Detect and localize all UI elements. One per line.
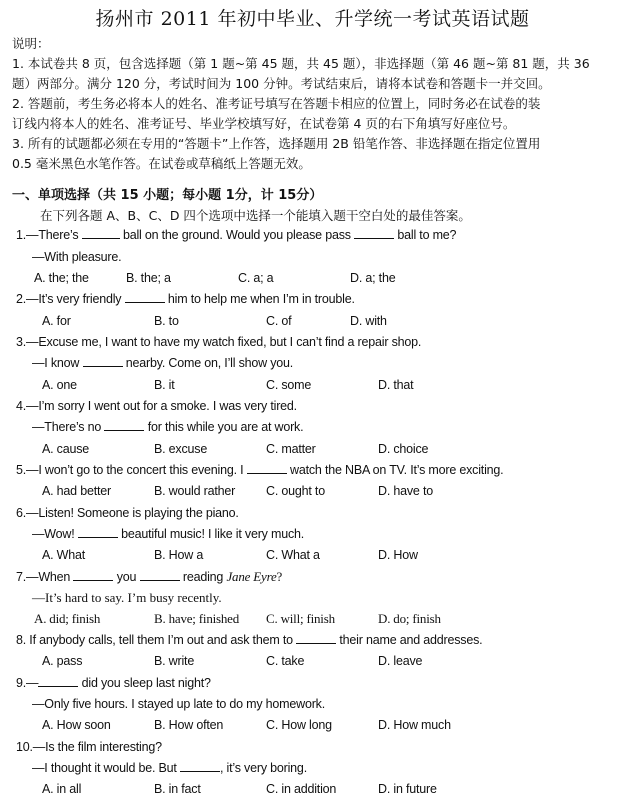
note-2-line-2: 订线内将本人的姓名、准考证号、毕业学校填写好，在试卷第 4 页的右下角填写好座位号。 (12, 116, 516, 131)
option-b: B. How often (154, 718, 224, 732)
option-a: A. What (42, 548, 86, 562)
section-heading: 一、单项选择（共 15 小题；每小题 1分，计 15分） (12, 188, 323, 203)
question-4: 4.—I’m sorry I went out for a smoke. I was very tired. (16, 399, 297, 413)
note-3-line-2: 0.5 毫米黑色水笔作答。在试卷或草稿纸上答题无效。 (12, 156, 311, 171)
answer-blank (247, 463, 287, 474)
question-4-reply: —There’s no for this while you are at work. (32, 420, 304, 434)
option-d: D. do; finish (378, 611, 441, 626)
book-title: Jane Eyre (226, 569, 277, 584)
question-6: 6.—Listen! Someone is playing the piano. (16, 506, 239, 520)
option-b: B. would rather (154, 484, 236, 498)
answer-blank (78, 527, 118, 538)
question-5: 5.—I won’t go to the concert this evening. I watch the NBA on TV. It’s more exciting. (16, 463, 504, 477)
option-a: A. did; finish (34, 611, 101, 626)
note-2-line-1: 2. 答题前，考生务必将本人的姓名、准考证号填写在答题卡相应的位置上，同时务必在试卷的装 (12, 96, 541, 111)
question-7: 7.—When you reading Jane Eyre? (16, 569, 283, 584)
question-2: 2.—It’s very friendly him to help me when I’m in trouble. (16, 292, 355, 306)
option-b: B. How a (154, 548, 204, 562)
section-instruction: 在下列各题 A、B、C、D 四个选项中选择一个能填入题干空白处的最佳答案。 (40, 208, 471, 223)
option-c: C. of (266, 314, 292, 328)
question-9: 9.— did you sleep last night? (16, 676, 211, 690)
question-10: 10.—Is the film interesting? (16, 740, 162, 754)
question-3: 3.—Excuse me, I want to have my watch fixed, but I can’t find a repair shop. (16, 335, 422, 349)
option-d: D. How (378, 548, 418, 562)
answer-blank (82, 228, 120, 239)
option-b: B. in fact (154, 782, 201, 796)
option-d: D. leave (378, 654, 423, 668)
question-1-reply: —With pleasure. (32, 250, 122, 264)
option-a: A. for (42, 314, 71, 328)
option-d: D. a; the (350, 271, 396, 285)
option-d: D. that (378, 378, 414, 392)
answer-blank (38, 676, 78, 687)
answer-blank (140, 570, 180, 581)
page-title: 扬州市 2011 年初中毕业、升学统一考试英语试题 (95, 8, 530, 30)
question-3-reply: —I know nearby. Come on, I’ll show you. (32, 356, 294, 370)
option-d: D. with (350, 314, 387, 328)
answer-blank (73, 570, 113, 581)
option-a: A. How soon (42, 718, 111, 732)
option-b: B. excuse (154, 442, 208, 456)
question-8: 8. If anybody calls, tell them I’m out and ask them to their name and addresses. (16, 633, 483, 647)
option-b: B. have; finished (154, 611, 240, 626)
option-c: C. in addition (266, 782, 337, 796)
answer-blank (296, 633, 336, 644)
answer-blank (83, 356, 123, 367)
option-c: C. How long (266, 718, 332, 732)
option-c: C. take (266, 654, 305, 668)
notes-heading: 说明： (12, 36, 50, 51)
answer-blank (125, 292, 165, 303)
option-c: C. a; a (238, 271, 274, 285)
option-c: C. matter (266, 442, 316, 456)
option-c: C. some (266, 378, 312, 392)
option-a: A. had better (42, 484, 111, 498)
option-d: D. have to (378, 484, 433, 498)
note-3-line-1: 3. 所有的试题都必须在专用的“答题卡”上作答，选择题用 2B 铅笔作答、非选择题在指定位置用 (12, 136, 541, 151)
answer-blank (354, 228, 394, 239)
option-a: A. cause (42, 442, 90, 456)
question-6-reply: —Wow! beautiful music! I like it very much. (32, 527, 305, 541)
option-a: A. in all (42, 782, 82, 796)
answer-blank (104, 420, 144, 431)
question-9-reply: —Only five hours. I stayed up late to do my homework. (32, 697, 326, 711)
option-d: D. in future (378, 782, 437, 796)
option-a: A. pass (42, 654, 83, 668)
option-b: B. it (154, 378, 175, 392)
option-d: D. choice (378, 442, 429, 456)
question-1: 1.—There’s ball on the ground. Would you please pass ball to me? (16, 228, 457, 242)
option-b: B. the; a (126, 271, 171, 285)
question-7-reply: —It’s hard to say. I’m busy recently. (32, 590, 222, 605)
option-c: C. What a (266, 548, 320, 562)
answer-blank (180, 761, 220, 772)
option-a: A. the; the (34, 271, 89, 285)
option-a: A. one (42, 378, 77, 392)
note-1-line-2: 题）两部分。满分 120 分，考试时间为 100 分钟。考试结束后，请将本试卷和答题卡一并交回。 (12, 76, 551, 91)
option-c: C. ought to (266, 484, 325, 498)
option-b: B. to (154, 314, 179, 328)
option-b: B. write (154, 654, 195, 668)
option-d: D. How much (378, 718, 451, 732)
question-10-reply: —I thought it would be. But , it’s very boring. (32, 761, 307, 775)
note-1-line-1: 1. 本试卷共 8 页，包含选择题（第 1 题~第 45 题，共 45 题），非选择题（第 46 题~第 81 题，共 36 (12, 56, 590, 71)
option-c: C. will; finish (266, 611, 335, 626)
